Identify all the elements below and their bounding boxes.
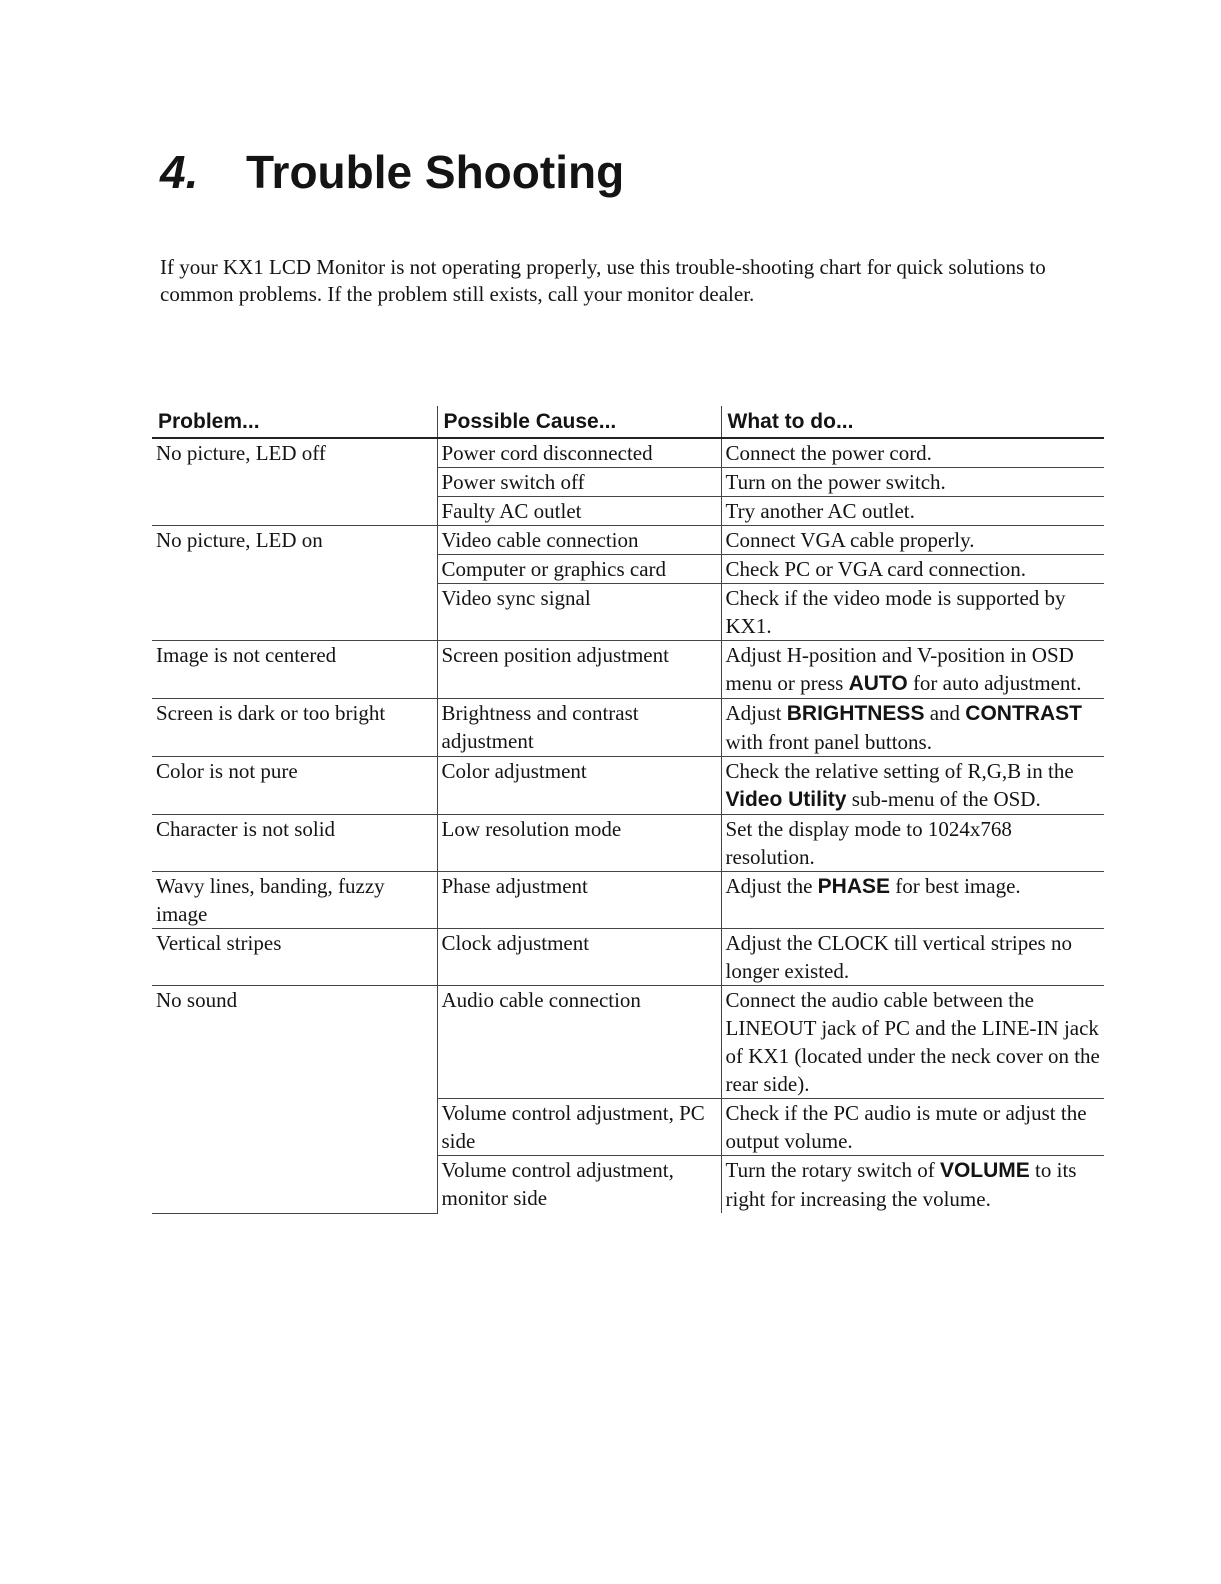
action-text: Connect VGA cable properly. (725, 528, 975, 552)
action-text: Connect the power cord. (725, 441, 932, 465)
cause-cell: Volume control adjustment, monitor side (437, 1156, 721, 1214)
action-text: sub-menu of the OSD. (846, 787, 1041, 811)
action-text: with front panel buttons. (725, 730, 932, 754)
action-text: Adjust H-position and V-position in OSD menu or press (725, 643, 1074, 695)
problem-cell: No picture, LED off (152, 438, 437, 526)
action-cell (721, 757, 1104, 815)
action-cell (721, 815, 1104, 872)
header-problem: Problem... (152, 406, 437, 438)
action-cell (721, 1099, 1104, 1156)
problem-cell: Character is not solid (152, 815, 437, 872)
cause-cell: Volume control adjustment, PC side (437, 1099, 721, 1156)
table-row (152, 815, 1104, 872)
table-row (152, 872, 1104, 929)
table-body (152, 438, 1104, 1213)
action-text: for auto adjustment. (907, 671, 1082, 695)
action-text: and (924, 701, 966, 725)
cause-cell: Clock adjustment (437, 929, 721, 986)
problem-cell: Color is not pure (152, 757, 437, 815)
table-row (152, 757, 1104, 815)
action-text: Check if the video mode is supported by KX1. (725, 586, 1066, 638)
table-header-row (152, 406, 1104, 438)
intro-paragraph: If your KX1 LCD Monitor is not operating properly, use this trouble-shooting chart for quick solutions to common problems. If the problem still exists, call your monitor dealer. (160, 255, 1046, 306)
table-row (152, 929, 1104, 986)
table-row (152, 438, 1104, 468)
cause-cell: Color adjustment (437, 757, 721, 815)
cause-cell: Audio cable connection (437, 986, 721, 1099)
problem-cell: Wavy lines, banding, fuzzy image (152, 872, 437, 929)
cause-cell: Power switch off (437, 468, 721, 497)
action-keyword: Video Utility (725, 788, 847, 811)
problem-cell: Vertical stripes (152, 929, 437, 986)
cause-cell: Low resolution mode (437, 815, 721, 872)
action-cell (721, 584, 1104, 641)
action-cell (721, 986, 1104, 1099)
section-heading (160, 142, 624, 202)
cause-cell: Video cable connection (437, 526, 721, 555)
action-text: Set the display mode to 1024x768 resolution. (725, 817, 1012, 869)
problem-cell: Image is not centered (152, 641, 437, 699)
section-number: 4. (160, 146, 199, 198)
action-cell (721, 699, 1104, 757)
action-cell (721, 872, 1104, 929)
action-cell (721, 555, 1104, 584)
action-cell (721, 438, 1104, 468)
action-text: Adjust (725, 701, 787, 725)
troubleshooting-table (152, 406, 1104, 1214)
cause-cell: Faulty AC outlet (437, 497, 721, 526)
cause-cell: Power cord disconnected (437, 438, 721, 468)
action-keyword: AUTO (848, 672, 908, 695)
action-cell (721, 1156, 1104, 1214)
cause-cell: Screen position adjustment (437, 641, 721, 699)
cause-cell: Phase adjustment (437, 872, 721, 929)
table-row (152, 526, 1104, 555)
header-cause: Possible Cause... (437, 406, 721, 438)
action-text: to its right for increasing the volume. (725, 1158, 1077, 1211)
problem-cell: Screen is dark or too bright (152, 699, 437, 757)
action-cell (721, 641, 1104, 699)
action-text: Try another AC outlet. (725, 499, 915, 523)
cause-cell: Computer or graphics card (437, 555, 721, 584)
table-row (152, 641, 1104, 699)
action-keyword: PHASE (817, 875, 891, 898)
action-text: Check if the PC audio is mute or adjust the output volume. (725, 1101, 1087, 1153)
action-cell (721, 468, 1104, 497)
cause-cell: Brightness and contrast adjustment (437, 699, 721, 757)
cause-cell: Video sync signal (437, 584, 721, 641)
action-text: for best image. (890, 874, 1021, 898)
action-keyword: BRIGHTNESS (786, 702, 925, 725)
problem-cell: No sound (152, 986, 437, 1214)
problem-cell: No picture, LED on (152, 526, 437, 641)
section-title: Trouble Shooting (246, 146, 625, 198)
action-text: Connect the audio cable between the LINEOUT jack of PC and the LINE-IN jack of KX1 (located under the neck cover on the rear side). (725, 988, 1100, 1096)
action-keyword: CONTRAST (965, 702, 1082, 725)
header-action: What to do... (721, 406, 1104, 438)
action-cell (721, 526, 1104, 555)
action-text: Check PC or VGA card connection. (725, 557, 1027, 581)
action-cell (721, 929, 1104, 986)
action-keyword: VOLUME (939, 1159, 1030, 1182)
table-row (152, 699, 1104, 757)
action-text: Check the relative setting of R,G,B in the (725, 759, 1074, 783)
table-row (152, 986, 1104, 1099)
action-cell (721, 497, 1104, 526)
action-text: Turn on the power switch. (725, 470, 946, 494)
action-text: Adjust the (725, 874, 818, 898)
action-text: Turn the rotary switch of (725, 1158, 940, 1182)
action-text: Adjust the CLOCK till vertical stripes no longer existed. (725, 931, 1072, 983)
